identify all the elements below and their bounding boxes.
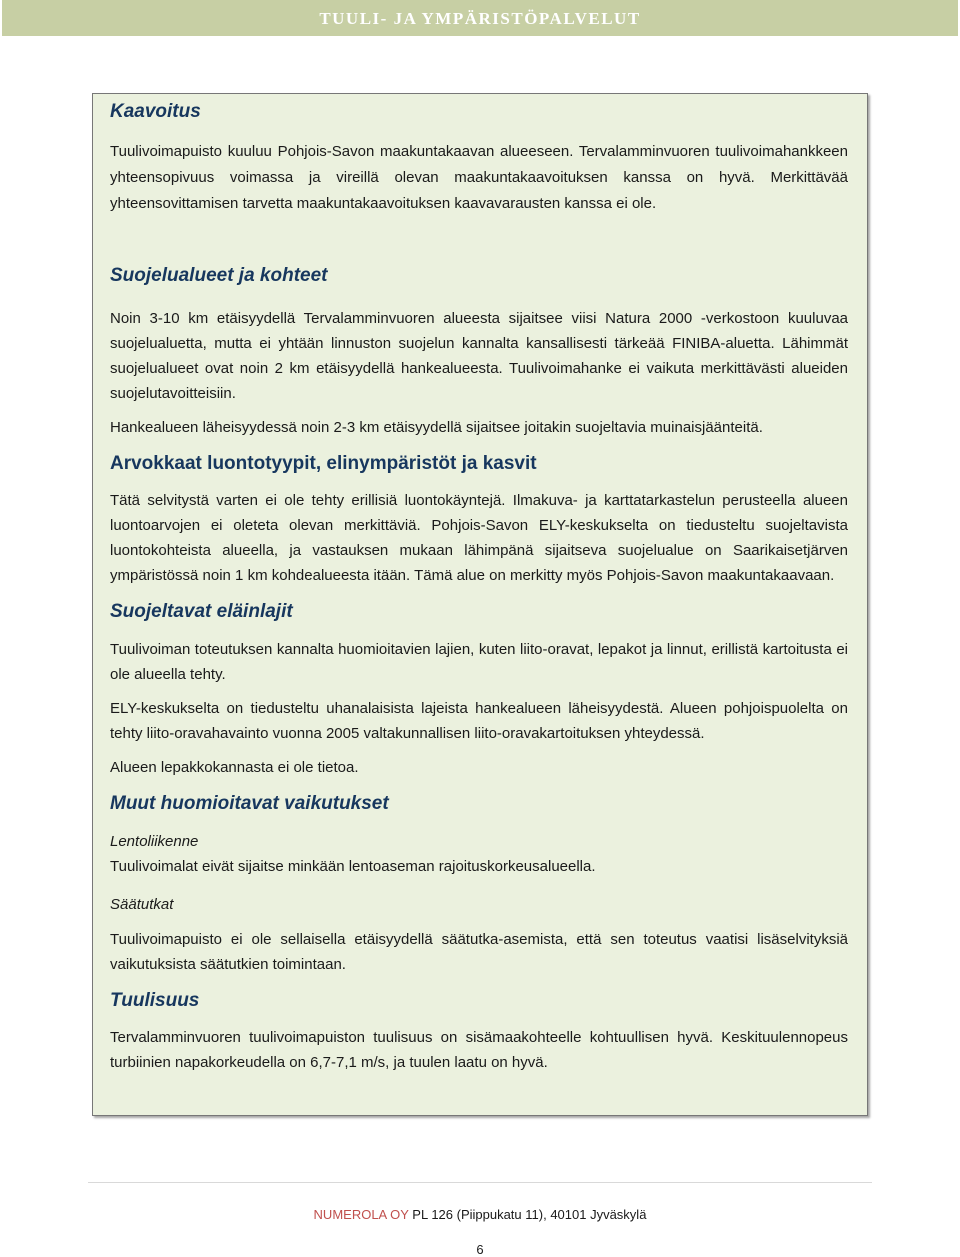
footer-divider [88, 1182, 872, 1183]
footer-address-line [0, 1207, 960, 1222]
footer-address: PL 126 (Piippukatu 11), 40101 Jyväskylä [408, 1207, 647, 1222]
content-body [110, 94, 848, 1075]
suojelualueet-paragraph-2: Hankealueen läheisyydessä noin 2-3 km etäisyydellä sijaitsee joitakin suojeltavia muinaisjäänteitä. [110, 419, 763, 436]
header-title: TUULI- JA YMPÄRISTÖPALVELUT [319, 9, 641, 28]
heading-elainlajit: Suojeltavat eläinlajit [110, 601, 293, 622]
kaavoitus-paragraph: Tuulivoimapuisto kuuluu Pohjois-Savon maakuntakaavan alueeseen. Tervalamminvuoren tuulivoimahankkeen yhteensopivuus voimassa ja vireillä olevan maakuntakaavoituksen kanssa on hyvä. Merkittävää yhteensovittamisen tarvetta maakuntakaavoituksen kaavavarausten kanssa ei ole. [110, 143, 848, 212]
heading-arvokkaat: Arvokkaat luontotyypit, elinympäristöt ja kasvit [110, 453, 537, 474]
elainlajit-paragraph-3: Alueen lepakkokannasta ei ole tietoa. [110, 759, 359, 776]
heading-suojelualueet: Suojelualueet ja kohteet [110, 265, 328, 286]
content-box [92, 93, 868, 1116]
lentoliikenne-label: Lentoliikenne [110, 833, 199, 850]
heading-tuulisuus: Tuulisuus [110, 990, 200, 1011]
footer-company: NUMEROLA OY [313, 1207, 409, 1222]
saatutkat-label: Säätutkat [110, 896, 174, 913]
elainlajit-paragraph-1: Tuulivoiman toteutuksen kannalta huomioitavien lajien, kuten liito-oravat, lepakot ja linnut, erillistä kartoitusta ei ole alueella tehty. [110, 641, 848, 683]
arvokkaat-paragraph: Tätä selvitystä varten ei ole tehty erillisiä luontokäyntejä. Ilmakuva- ja karttatarkastelun perusteella alueen luontoarvojen ei oleteta olevan merkittäviä. Pohjois-Savon ELY-keskukselta on tiedusteltu suojeltavista luontokohteista alueella, ja vastauksen mukaan lähimpänä sijaitseva suojelualue on Saarikaisetjärven ympäristössä noin 1 km kohdealueesta itään. Tämä alue on merkitty myös Pohjois-Savon maakuntakaavaan. [110, 492, 848, 584]
lentoliikenne-text: Tuulivoimalat eivät sijaitse minkään lentoaseman rajoituskorkeusalueella. [110, 858, 596, 875]
heading-muut: Muut huomioitavat vaikutukset [110, 793, 389, 814]
suojelualueet-paragraph-1: Noin 3-10 km etäisyydellä Tervalamminvuoren alueesta sijaitsee viisi Natura 2000 -verkostoon kuuluvaa suojelualuetta, mutta ei yhtään linnuston suojelun kannalta kansallisesti tärkeää FINIBA-aluetta. Lähimmät suojelualueet ovat noin 2 km etäisyydellä hankealueesta. Tuulivoimahanke ei vaikuta merkittävästi alueiden suojelutavoitteisiin. [110, 310, 848, 402]
page-number: 6 [476, 1242, 484, 1257]
tuulisuus-paragraph: Tervalamminvuoren tuulivoimapuiston tuulisuus on sisämaakohteelle kohtuullisen hyvä. Keskituulennopeus turbiinien napakorkeudella on 6,7-7,1 m/s, ja tuulen laatu on hyvä. [110, 1029, 848, 1071]
saatutkat-text: Tuulivoimapuisto ei ole sellaisella etäisyydellä säätutka-asemista, että sen toteutus vaatisi lisäselvityksiä vaikutuksista säätutkien toimintaan. [110, 931, 848, 973]
heading-kaavoitus: Kaavoitus [110, 101, 201, 122]
elainlajit-paragraph-2: ELY-keskukselta on tiedusteltu uhanalaisista lajeista hankealueen läheisyydestä. Alueen pohjoispuolelta on tehty liito-oravahavainto vuonna 2005 valtakunnallisen liito-oravakartoituksen yhteydessä. [110, 700, 848, 742]
